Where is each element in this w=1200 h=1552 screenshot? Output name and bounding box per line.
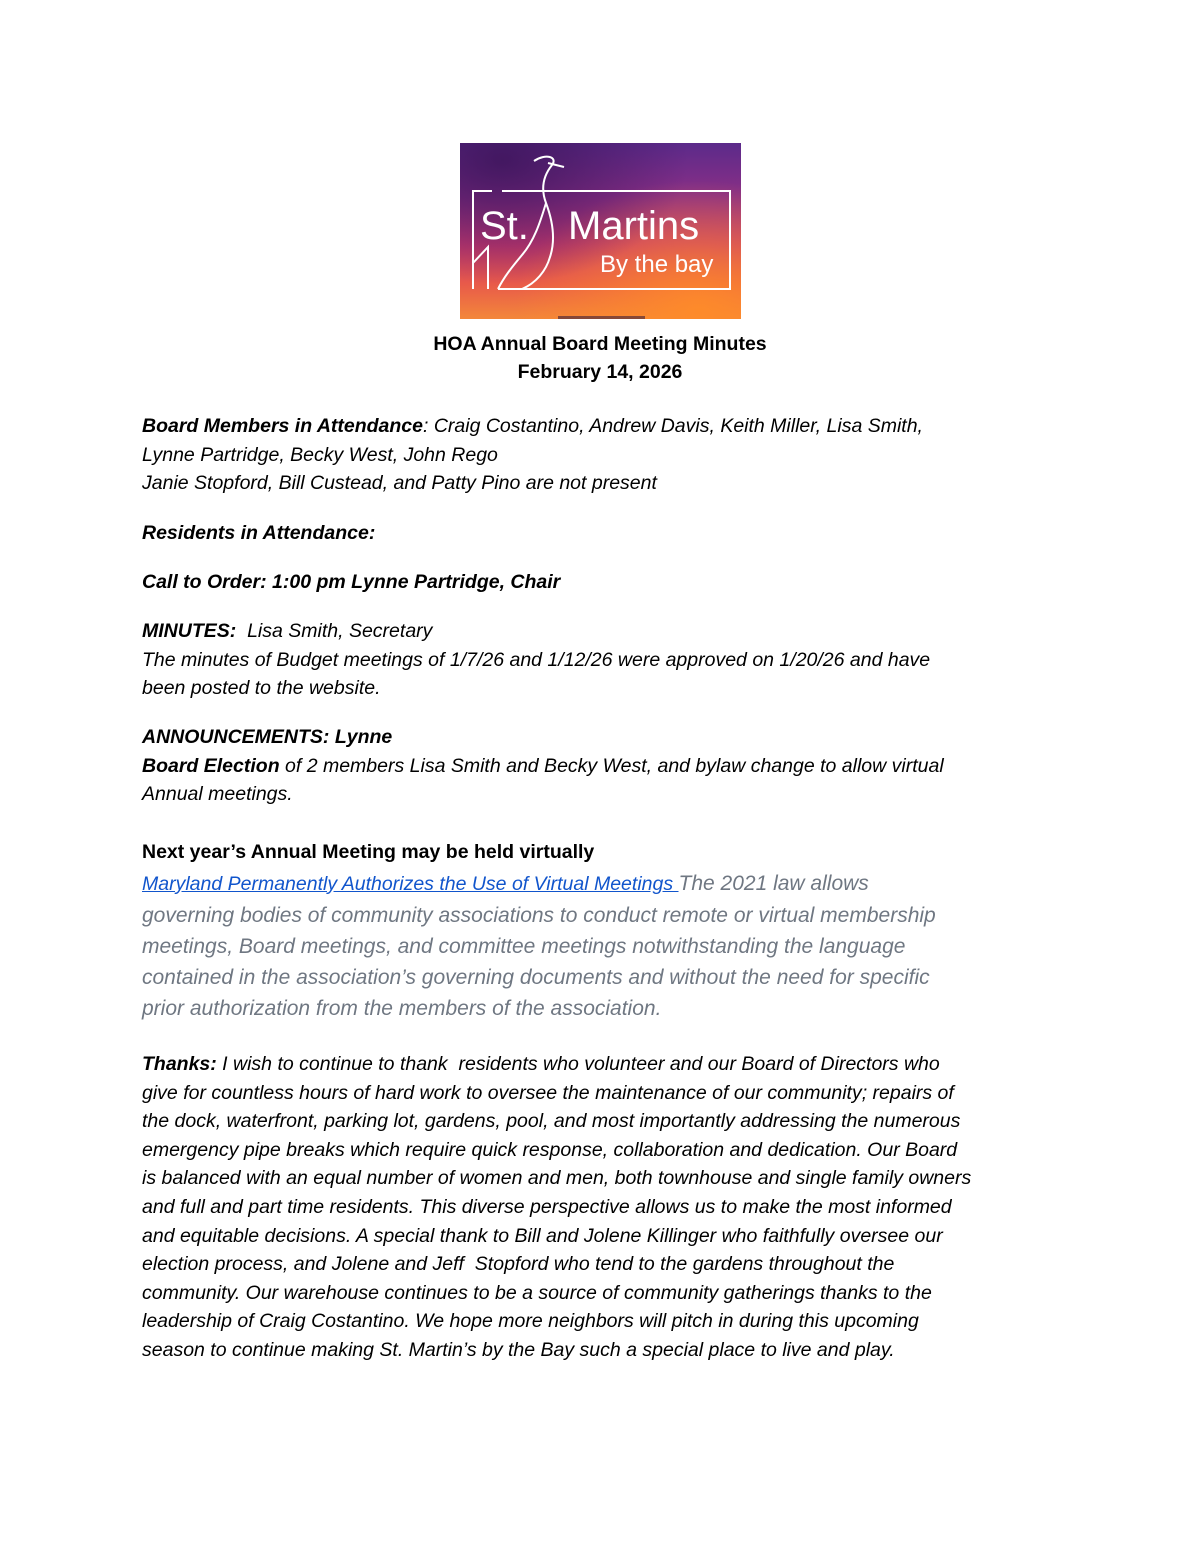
thanks-line-10: leadership of Craig Costantino. We hope more neighbors will pitch in during this upcoming: [142, 1310, 919, 1333]
minutes-secretary: Lisa Smith, Secretary: [236, 620, 433, 642]
virtual-meeting-section: [142, 838, 1072, 1024]
board-election-line-2: Annual meetings.: [142, 783, 293, 806]
minutes-label: MINUTES:: [142, 620, 237, 642]
virtual-text-line-5: prior authorization from the members of the association.: [142, 996, 662, 1020]
virtual-text-line-4: contained in the association’s governing documents and without the need for specific: [142, 965, 930, 989]
st-martins-logo: [460, 143, 741, 319]
minutes-section: [142, 617, 1072, 703]
board-election-line-1: of 2 members Lisa Smith and Becky West, and bylaw change to allow virtual: [279, 754, 944, 777]
call-to-order-section: [142, 568, 1072, 597]
thanks-line-7: and equitable decisions. A special thank to Bill and Jolene Killinger who faithfully oversee our: [142, 1224, 943, 1247]
residents-label: Residents in Attendance:: [142, 522, 376, 544]
virtual-text-line-2: governing bodies of community associations to conduct remote or virtual membership: [142, 903, 936, 927]
document-title: HOA Annual Board Meeting Minutes: [433, 333, 767, 355]
residents-section: [142, 519, 1072, 548]
heron-outline-icon: [460, 143, 741, 319]
announcements-label: ANNOUNCEMENTS: Lynne: [142, 726, 393, 748]
logo-st-text: St.: [480, 204, 529, 248]
thanks-line-3: the dock, waterfront, parking lot, gardens, pool, and most importantly addressing the numerous: [142, 1110, 961, 1133]
document-date: February 14, 2026: [517, 361, 683, 383]
thanks-section: [142, 1050, 1082, 1365]
attendance-line-1: : Craig Costantino, Andrew Davis, Keith Miller, Lisa Smith,: [423, 415, 923, 437]
attendance-line-2: Lynne Partridge, Becky West, John Rego: [142, 443, 498, 466]
thanks-line-8: election process, and Jolene and Jeff Stopford who tend to the gardens throughout the: [142, 1253, 895, 1276]
thanks-line-2: give for countless hours of hard work to oversee the maintenance of our community; repairs of: [142, 1081, 954, 1104]
thanks-label: Thanks:: [142, 1053, 217, 1075]
thanks-line-6: and full and part time residents. This diverse perspective allows us to make the most informed: [142, 1195, 952, 1218]
title-block: [0, 330, 1200, 386]
virtual-text-line-3: meetings, Board meetings, and committee meetings notwithstanding the language: [142, 934, 906, 958]
call-to-order-text: Call to Order: 1:00 pm Lynne Partridge, Chair: [142, 571, 561, 593]
attendance-label: Board Members in Attendance: [142, 415, 423, 437]
logo-bottom-bar: [558, 316, 645, 319]
thanks-line-9: community. Our warehouse continues to be a source of community gatherings thanks to the: [142, 1281, 932, 1304]
minutes-line-1: The minutes of Budget meetings of 1/7/26 and 1/12/26 were approved on 1/20/26 and have: [142, 648, 931, 671]
virtual-text-line-1: The 2021 law allows: [678, 871, 869, 895]
logo-martins-text: Martins: [568, 204, 700, 248]
attendance-line-3: Janie Stopford, Bill Custead, and Patty Pino are not present: [142, 472, 657, 495]
board-election-label: Board Election: [142, 754, 280, 777]
thanks-line-5: is balanced with an equal number of women and men, both townhouse and single family owners: [142, 1167, 972, 1190]
virtual-meeting-heading: Next year’s Annual Meeting may be held virtually: [142, 841, 595, 863]
announcements-section: [142, 723, 1072, 809]
attendance-section: [142, 412, 1072, 498]
logo-by-the-bay-text: By the bay: [600, 251, 714, 278]
thanks-line-11: season to continue making St. Martin’s by the Bay such a special place to live and play.: [142, 1338, 895, 1361]
virtual-meetings-link[interactable]: Maryland Permanently Authorizes the Use of Virtual Meetings: [142, 872, 679, 895]
thanks-line-1: I wish to continue to thank residents who volunteer and our Board of Directors who: [216, 1053, 940, 1075]
thanks-line-4: emergency pipe breaks which require quick response, collaboration and dedication. Our Board: [142, 1138, 958, 1161]
minutes-line-2: been posted to the website.: [142, 677, 381, 700]
